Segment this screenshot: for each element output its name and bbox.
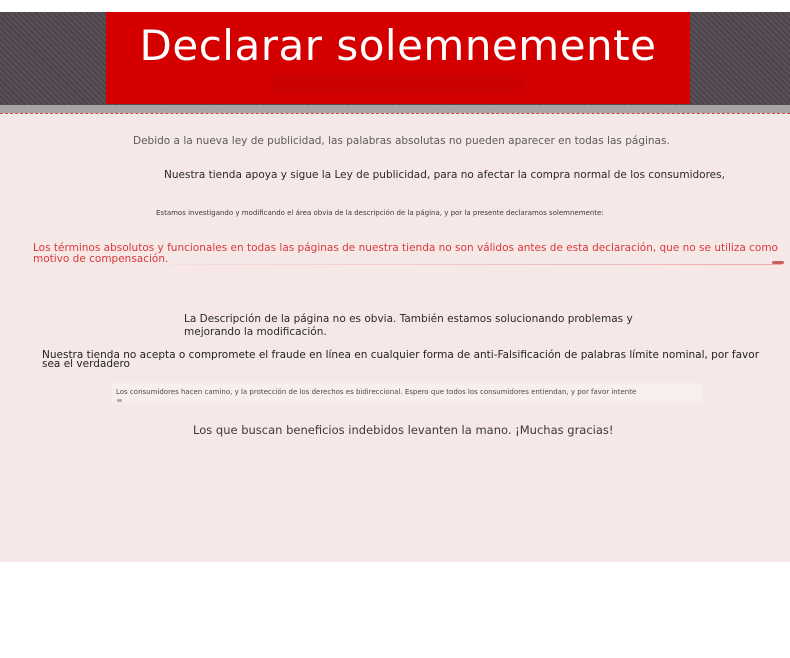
title-box — [106, 12, 690, 104]
declaration-line-7: Los consumidores hacen camino, y la protección de los derechos es bidireccional. Espero que todos los consumidores entiendan, y por favor intente — [116, 388, 637, 396]
declaration-line-3: Estamos investigando y modificando el área obvia de la descripción de la página, y por la presente declaramos solemnemente: — [156, 209, 604, 217]
declaration-line-1: Debido a la nueva ley de publicidad, las palabras absolutas no pueden aparecer en todas las páginas. — [133, 135, 670, 147]
decorative-mark — [117, 399, 122, 402]
declaration-content — [0, 113, 790, 562]
declaration-line-6: Nuestra tienda no acepta o compromete el fraude en línea en cualquier forma de anti-Falsificación de palabras límite nominal, por favor sea el verdadero — [42, 349, 760, 370]
declaration-line-4-highlight: Los términos absolutos y funcionales en todas las páginas de nuestra tienda no son válidos antes de esta declaración, que no se utiliza como motivo de compensación. — [33, 242, 778, 265]
header-banner — [0, 12, 790, 106]
page-title: Declarar solemnemente — [139, 21, 657, 70]
header-divider — [0, 105, 790, 113]
decorative-line — [170, 264, 782, 265]
decorative-dot — [772, 261, 784, 264]
declaration-line-8: Los que buscan beneficios indebidos levanten la mano. ¡Muchas gracias! — [193, 423, 614, 437]
title-underlay — [271, 74, 525, 94]
declaration-line-2: Nuestra tienda apoya y sigue la Ley de publicidad, para no afectar la compra normal de los consumidores, — [164, 169, 725, 181]
declaration-line-5: La Descripción de la página no es obvia. También estamos solucionando problemas y mejorando la modificación. — [184, 313, 633, 338]
